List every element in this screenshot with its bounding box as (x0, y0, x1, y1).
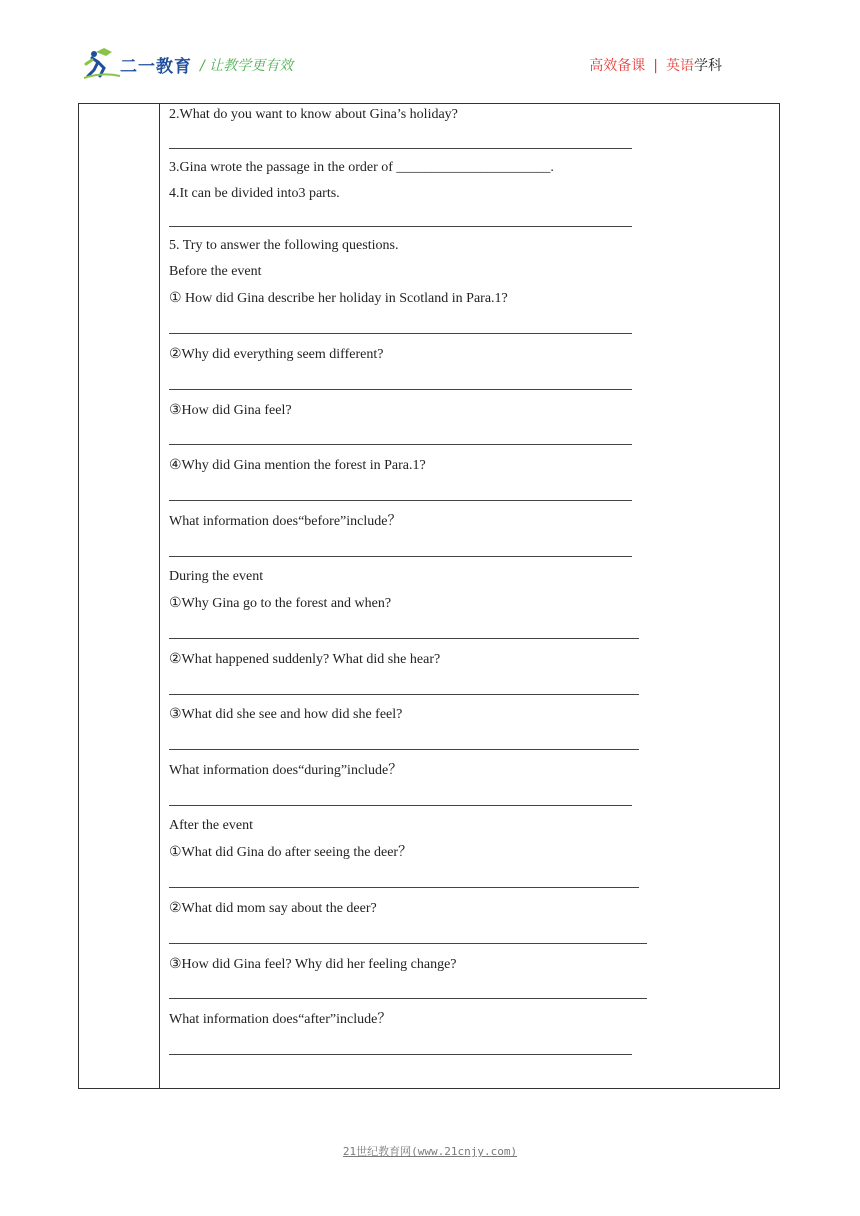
question-3: 3.Gina wrote the passage in the order of ______________________. (169, 160, 554, 175)
after-summary-question: What information does“after”include？ (169, 1012, 392, 1027)
answer-blank[interactable] (169, 694, 639, 695)
header-label-efficient: 高效备课 (589, 58, 646, 74)
question-4: 4.It can be divided into3 parts. (169, 186, 340, 201)
table-left-column (79, 104, 160, 1088)
answer-blank[interactable] (169, 638, 639, 639)
question-5: 5. Try to answer the following questions. (169, 238, 399, 253)
during-question-3: ③What did she see and how did she feel? (169, 707, 403, 722)
page-footer (0, 1143, 860, 1159)
answer-blank[interactable] (169, 887, 639, 888)
answer-blank[interactable] (169, 805, 632, 806)
running-figure-logo-icon (82, 46, 122, 80)
header-subject (589, 55, 722, 75)
answer-blank[interactable] (169, 444, 632, 445)
answer-blank[interactable] (169, 749, 639, 750)
answer-blank[interactable] (169, 226, 632, 227)
header-label-subject: 学科 (694, 58, 722, 74)
section-during-heading: During the event (169, 569, 264, 584)
after-question-2: ②What did mom say about the deer? (169, 901, 377, 916)
before-summary-question: What information does“before”include？ (169, 514, 402, 529)
question-2: 2.What do you want to know about Gina’s holiday? (169, 107, 458, 122)
answer-blank[interactable] (169, 148, 632, 149)
page-header (0, 0, 860, 100)
during-question-1: ①Why Gina go to the forest and when? (169, 596, 392, 611)
section-after-heading: After the event (169, 818, 253, 833)
section-before-heading: Before the event (169, 264, 262, 279)
during-summary-question: What information does“during”include？ (169, 763, 403, 778)
after-question-3: ③How did Gina feel? Why did her feeling change? (169, 957, 457, 972)
before-question-2: ②Why did everything seem different? (169, 347, 384, 362)
before-question-3: ③How did Gina feel? (169, 403, 292, 418)
before-question-1: ① How did Gina describe her holiday in Scotland in Para.1? (169, 291, 508, 306)
answer-blank[interactable] (169, 333, 632, 334)
answer-blank[interactable] (169, 389, 632, 390)
answer-blank[interactable] (169, 998, 647, 999)
footer-link[interactable]: 21世纪教育网(www.21cnjy.com) (342, 1145, 518, 1158)
after-question-1: ①What did Gina do after seeing the deer？ (169, 845, 413, 860)
before-question-4: ④Why did Gina mention the forest in Para.1? (169, 458, 426, 473)
answer-blank[interactable] (169, 1054, 632, 1055)
logo-text: 二一教育 (120, 57, 192, 77)
header-separator: | (653, 58, 658, 74)
header-label-english: 英语 (666, 58, 694, 74)
answer-blank[interactable] (169, 500, 632, 501)
worksheet-table (78, 103, 780, 1089)
during-question-2: ②What happened suddenly? What did she hear? (169, 652, 441, 667)
answer-blank[interactable] (169, 943, 647, 944)
answer-blank[interactable] (169, 556, 632, 557)
header-slogan: / 让教学更有效 (200, 58, 294, 74)
